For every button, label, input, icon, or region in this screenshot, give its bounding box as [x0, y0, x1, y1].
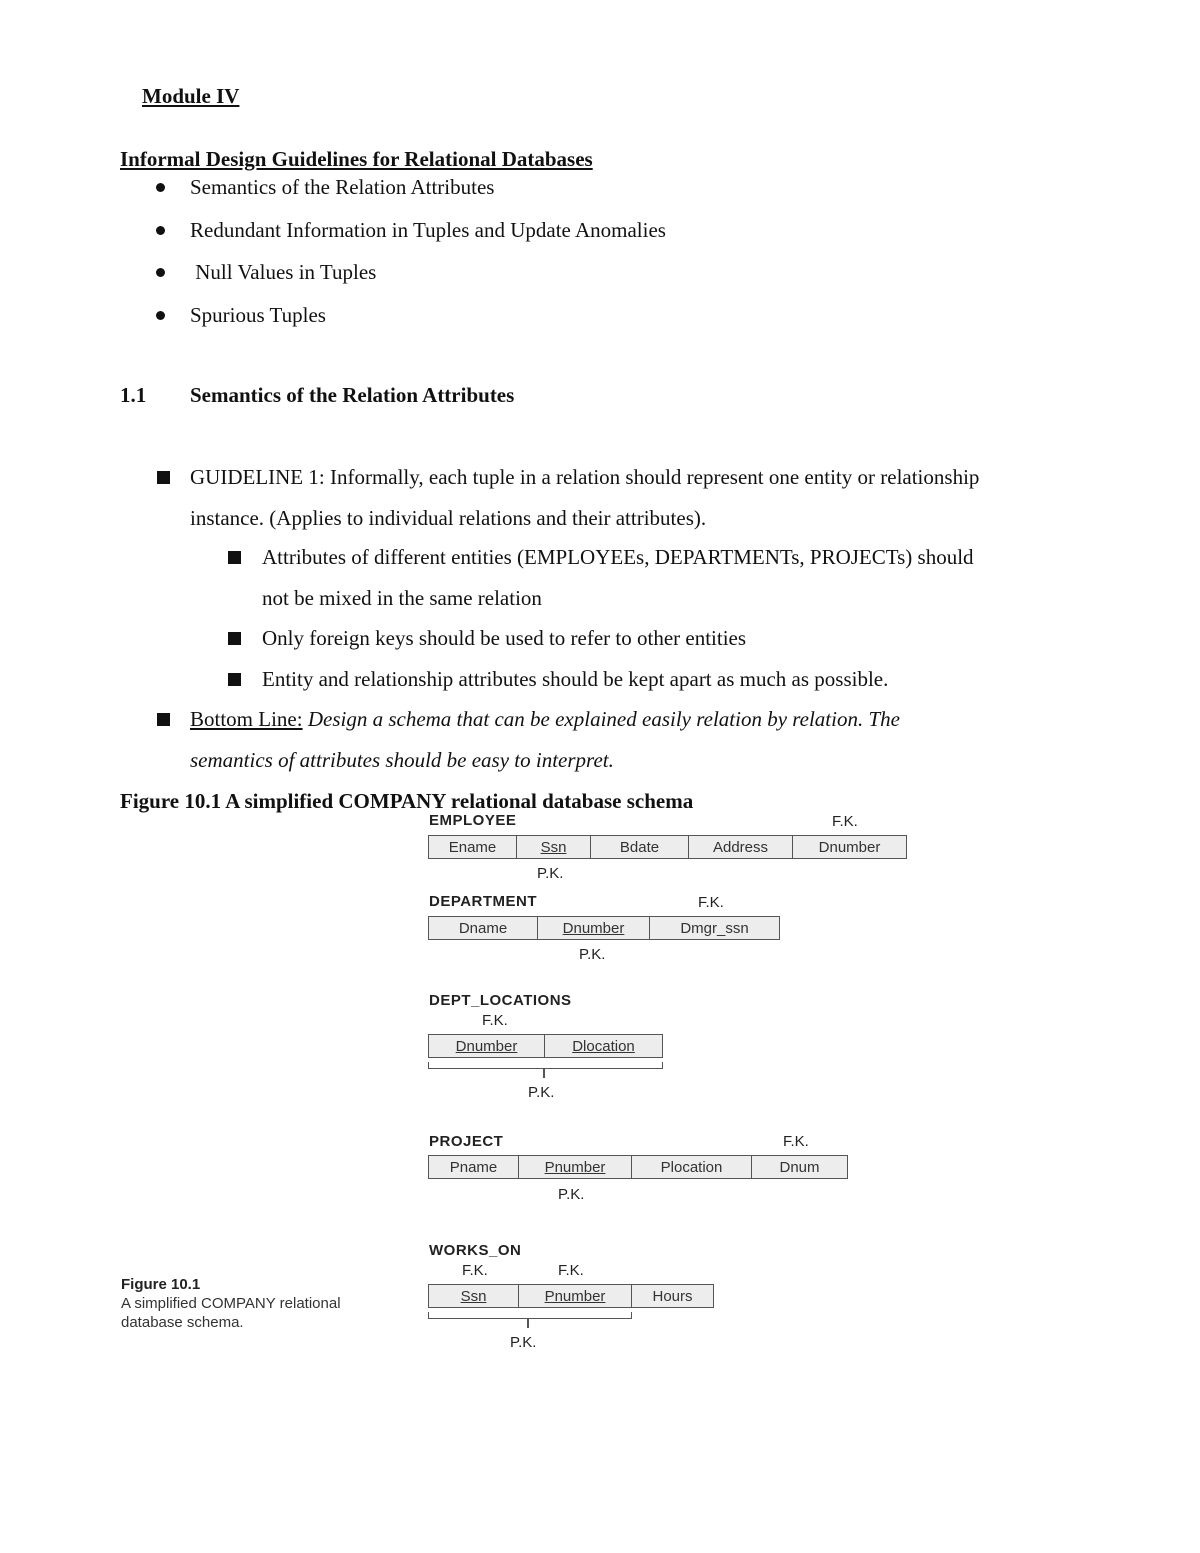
attribute-cell-pk: Ssn — [517, 836, 591, 858]
relation-name: DEPARTMENT — [429, 893, 538, 910]
bottom-line-text-2: semantics of attributes should be easy to interpret. — [190, 748, 614, 772]
relation-name: EMPLOYEE — [429, 812, 517, 829]
figure-heading: Figure 10.1 A simplified COMPANY relational database schema — [120, 789, 694, 813]
square-bullet-icon — [228, 673, 241, 686]
guideline-item: Spurious Tuples — [190, 303, 326, 327]
bullet-dot-icon — [156, 226, 165, 235]
attribute-cell: Ename — [429, 836, 517, 858]
guideline-item: Null Values in Tuples — [190, 260, 377, 284]
bullet-dot-icon — [156, 268, 165, 277]
bullet-dot-icon — [156, 311, 165, 320]
pk-label: P.K. — [510, 1334, 537, 1351]
square-bullet-icon — [157, 713, 170, 726]
relation-employee-table — [428, 835, 907, 859]
pk-bracket — [428, 1062, 663, 1069]
relation-works-on-table — [428, 1284, 714, 1308]
bottom-line-paragraph — [190, 707, 900, 732]
attribute-cell: Plocation — [632, 1156, 752, 1178]
attribute-cell: Bdate — [591, 836, 689, 858]
subitem-line: Attributes of different entities (EMPLOYEEs, DEPARTMENTs, PROJECTs) should — [262, 545, 974, 569]
relation-dept-locations-table — [428, 1034, 663, 1058]
attribute-cell: Dname — [429, 917, 538, 939]
guideline1-line2: instance. (Applies to individual relations and their attributes). — [190, 506, 707, 530]
attribute-cell: Pname — [429, 1156, 519, 1178]
section-title: Semantics of the Relation Attributes — [190, 383, 515, 407]
guideline-item: Semantics of the Relation Attributes — [190, 175, 495, 199]
subitem-line: Entity and relationship attributes should be kept apart as much as possible. — [262, 667, 889, 691]
attribute-cell-pk: Pnumber — [519, 1285, 632, 1307]
relation-project-table — [428, 1155, 848, 1179]
section-number: 1.1 — [120, 383, 147, 407]
relation-name: PROJECT — [429, 1133, 504, 1150]
figure-caption-title: Figure 10.1 — [121, 1276, 201, 1293]
attribute-cell-pk: Dnumber — [538, 917, 650, 939]
guideline1-line1: GUIDELINE 1: Informally, each tuple in a relation should represent one entity or relationship — [190, 465, 980, 489]
subitem-line: not be mixed in the same relation — [262, 586, 542, 610]
relation-name: DEPT_LOCATIONS — [429, 992, 572, 1009]
fk-label: F.K. — [698, 894, 724, 911]
module-title: Module IV — [142, 84, 240, 108]
pk-bracket-tick — [527, 1319, 529, 1328]
relation-department-table — [428, 916, 780, 940]
bottom-line-text: Design a schema that can be explained easily relation by relation. The — [302, 707, 900, 731]
attribute-cell-pk: Dlocation — [572, 1037, 635, 1055]
pk-label: P.K. — [579, 946, 606, 963]
fk-label: F.K. — [462, 1262, 488, 1279]
attribute-cell: Dnumber — [818, 838, 881, 856]
attribute-cell: Dmgr_ssn — [680, 919, 749, 937]
figure-caption-body: A simplified COMPANY relational database schema. — [121, 1295, 341, 1331]
pk-bracket-tick — [543, 1069, 545, 1078]
pk-label: P.K. — [537, 865, 564, 882]
fk-label: F.K. — [832, 813, 858, 830]
subitem-line: Only foreign keys should be used to refer to other entities — [262, 626, 747, 650]
pk-bracket — [428, 1312, 632, 1319]
attribute-cell: Address — [689, 836, 793, 858]
attribute-cell-pk: Dnumber — [429, 1035, 545, 1057]
guidelines-heading: Informal Design Guidelines for Relational Databases — [120, 147, 593, 171]
square-bullet-icon — [228, 551, 241, 564]
relation-name: WORKS_ON — [429, 1242, 522, 1259]
bottom-line-label: Bottom Line: — [190, 707, 303, 731]
bullet-dot-icon — [156, 183, 165, 192]
attribute-cell-pk: Ssn — [429, 1285, 519, 1307]
attribute-cell: Dnum — [779, 1158, 820, 1176]
pk-label: P.K. — [558, 1186, 585, 1203]
fk-label: F.K. — [482, 1012, 508, 1029]
fk-label: F.K. — [558, 1262, 584, 1279]
attribute-cell: Hours — [652, 1287, 693, 1305]
pk-label: P.K. — [528, 1084, 555, 1101]
fk-label: F.K. — [783, 1133, 809, 1150]
square-bullet-icon — [157, 471, 170, 484]
attribute-cell-pk: Pnumber — [519, 1156, 632, 1178]
square-bullet-icon — [228, 632, 241, 645]
guideline-item: Redundant Information in Tuples and Update Anomalies — [190, 218, 666, 242]
